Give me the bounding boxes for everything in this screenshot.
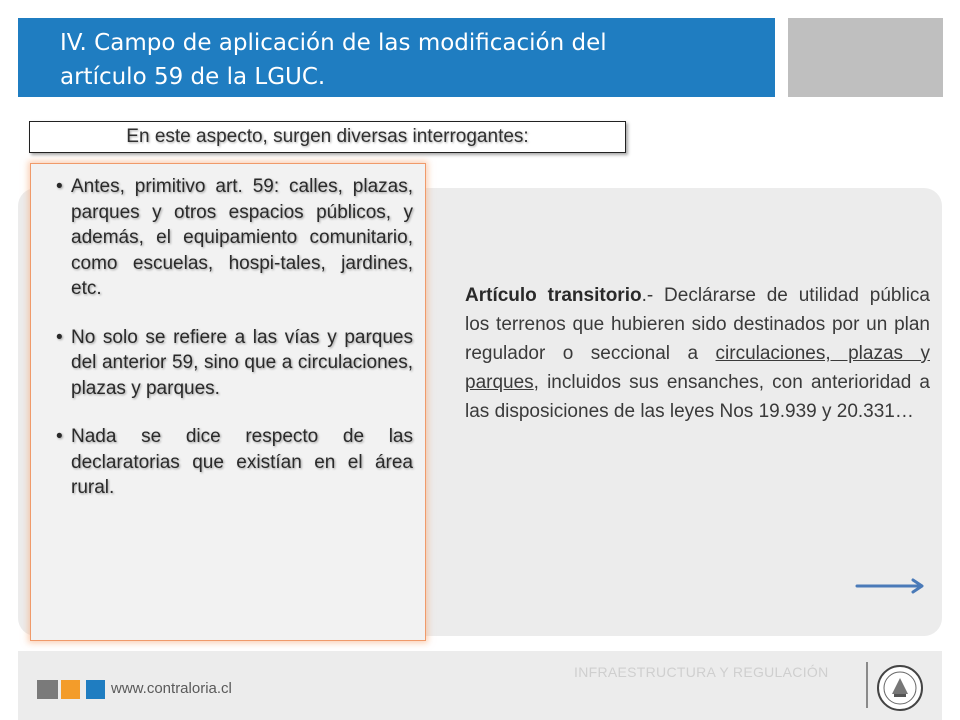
website-link[interactable]: www.contraloria.cl xyxy=(111,680,232,697)
bullet-item xyxy=(56,174,413,302)
slide-title-bar xyxy=(18,18,775,97)
bullet-marker: • xyxy=(56,426,63,447)
article-text xyxy=(465,281,930,426)
bullet-marker: • xyxy=(56,326,63,348)
title-side-block xyxy=(788,18,943,97)
article-body-part1: .- Declárarse de utilidad pública los terrenos que hubieren sido destinados por un plan regulador o seccional a xyxy=(465,285,930,364)
slide-title-line1: IV. Campo de aplicación de las modificación del xyxy=(60,30,607,56)
question-banner: En este aspecto, surgen diversas interrogantes: xyxy=(29,121,626,153)
bullet-text: Antes, primitivo art. 59: calles, plazas, parques y otros espacios públicos, y además, el equipamiento comunitario, como escuelas, hospi-tales, jardines, etc. xyxy=(71,176,413,299)
article-underlined-text: circulaciones, plazas y parques xyxy=(465,343,930,393)
brand-square-orange xyxy=(61,680,80,699)
footer-divider xyxy=(866,662,868,708)
article-body-part2: , incluidos sus ensanches, con anterioridad a las disposiciones de las leyes Nos 19.939 y 20.331… xyxy=(465,372,930,422)
bullet-list xyxy=(31,174,425,501)
bullet-item xyxy=(56,424,413,501)
article-title: Artículo transitorio xyxy=(465,285,642,306)
right-arrow-icon[interactable] xyxy=(855,577,927,595)
brand-square-blue xyxy=(86,680,105,699)
bullet-item xyxy=(56,325,413,402)
bullet-marker: • xyxy=(56,176,63,197)
slide-title xyxy=(60,26,760,94)
bullet-text: No solo se refiere a las vías y parques del anterior 59, sino que a circulaciones, plazas y parques. xyxy=(71,326,413,399)
slide-title-line2: artículo 59 de la LGUC. xyxy=(60,64,326,90)
brand-square-gray xyxy=(37,680,58,699)
contraloria-seal-icon xyxy=(876,664,924,712)
bullet-list-box xyxy=(30,163,426,641)
bullet-text: Nada se dice respecto de las declaratorias que existían en el área rural. xyxy=(71,426,413,498)
footer-caption: INFRAESTRUCTURA Y REGULACIÓN xyxy=(574,664,829,680)
